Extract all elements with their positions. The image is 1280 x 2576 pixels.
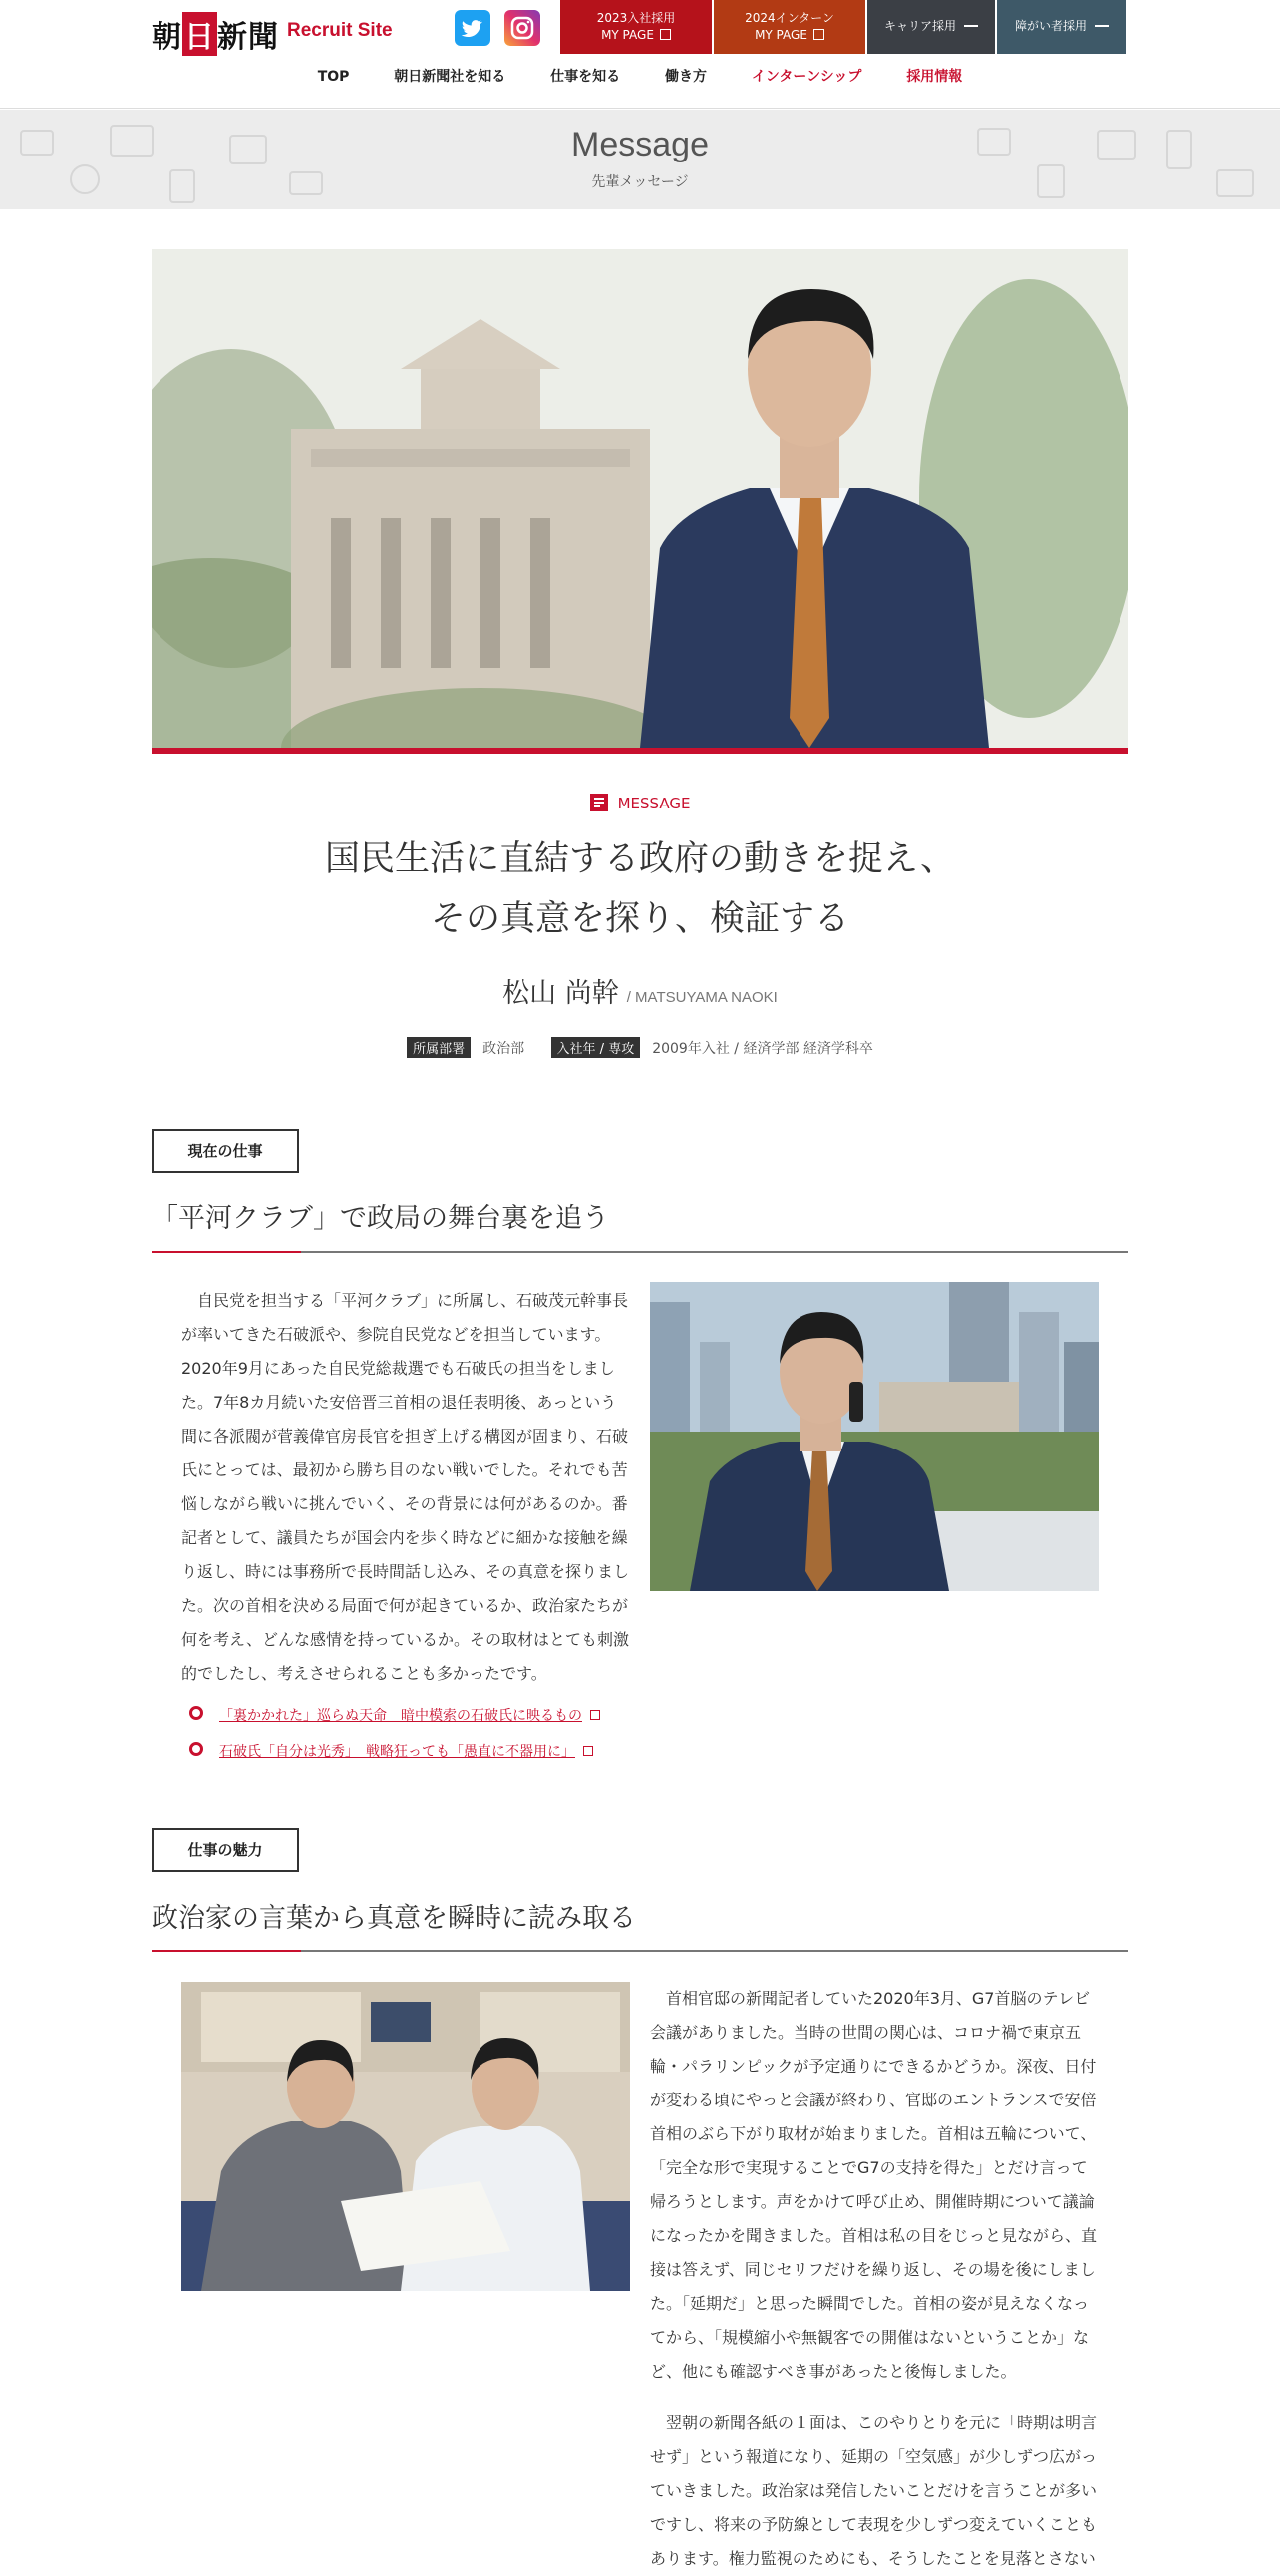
- section1-body: [181, 1284, 630, 1691]
- headline-line2: その真意を探り、検証する: [430, 899, 849, 939]
- section2-divider-accent: [152, 1950, 301, 1952]
- dash-icon: [1095, 25, 1109, 27]
- external-link-icon: [813, 29, 824, 40]
- external-link-icon: [590, 1710, 600, 1720]
- message-label: [0, 794, 1280, 812]
- page-banner: [0, 110, 1280, 209]
- hero-accent-bar: [152, 748, 1128, 754]
- section2-photo: [181, 1982, 630, 2291]
- section1-paragraph: 自民党を担当する「平河クラブ」に所属し、石破茂元幹事長が率いてきた石破派や、参院自民党などを担当しています。2020年9月にあった自民党総裁選でも石破氏の担当をしました。7年8カ月続いた安倍晋三首相の退任表明後、あっという間に各派閥が菅義偉官房長官を担ぎ上げる構図が固まり、石破氏にとっては、最初から勝ち目のない戦いでした。それでも苦悩しながら戦いに挑んでいく、その背景には何があるのか。番記者として、議員たちが国会内を歩く時などに細かな接触を繰り返し、時には事務所で長時間話し込み、その真意を探りました。次の首相を決める局面で何が起きているか、政治家たちが何を考え、どんな感情を持っているか。その取材はとても刺激的でしたし、考えさせられることも多かったです。: [181, 1291, 629, 1683]
- twitter-icon[interactable]: [455, 10, 490, 46]
- external-link-icon: [583, 1746, 593, 1756]
- section2-paragraph-1: 首相官邸の新聞記者していた2020年3月、G7首脳のテレビ会議がありました。当時の世間の関心は、コロナ禍で東京五輪・パラリンピックが予定通りにできるかどうか。深夜、日付が変わる頃にやっと会議が終わり、官邸のエントランスで安倍首相のぶら下がり取材が始まりました。首相は五輪について、「完全な形で実現することでG7の支持を得た」とだけ言って帰ろうとします。声をかけて呼び止め、開催時期について議論になったかを聞きました。首相は私の目をじっと見ながら、直接は答えず、同じセリフだけを繰り返し、その場を後にしました。「延期だ」と思った瞬間でした。首相の姿が見えなくなってから、「規模縮小や無観客での開催はないということか」など、他にも確認すべき事があったと後悔しました。: [650, 1989, 1098, 2381]
- instagram-icon[interactable]: [504, 10, 540, 46]
- year-value: 2009年入社 / 経済学部 経済学科卒: [652, 1041, 873, 1057]
- year-tag: 入社年 / 専攻: [551, 1037, 641, 1058]
- banner-subtitle: 先輩メッセージ: [591, 174, 689, 190]
- headline-line1: 国民生活に直結する政府の動きを捉え、: [324, 839, 956, 879]
- mypage-2024-line1: 2024インターン: [745, 11, 834, 25]
- recruit-site-label: Recruit Site: [287, 20, 393, 41]
- disability-recruit-label: 障がい者採用: [1014, 19, 1087, 33]
- section2-title: 政治家の言葉から真意を瞬時に読み取る: [152, 1903, 636, 1934]
- disability-recruit-button[interactable]: [997, 0, 1126, 54]
- section2-body-continued: [650, 2407, 1099, 2576]
- career-recruit-label: キャリア採用: [883, 19, 956, 33]
- nav-recruit-info[interactable]: 採用情報: [906, 69, 963, 85]
- nav-jobs[interactable]: 仕事を知る: [550, 69, 621, 85]
- message-label-text: MESSAGE: [617, 795, 691, 812]
- message-icon: [590, 794, 608, 811]
- person-meta: [0, 1037, 1280, 1058]
- person-name-line: [0, 971, 1280, 1010]
- mypage-2024-intern-button[interactable]: [714, 0, 865, 54]
- nav-internship[interactable]: インターンシップ: [751, 69, 862, 85]
- related-article-link-1-text: 「裏かかれた」巡らぬ天命 暗中模索の石破氏に映るもの: [219, 1708, 582, 1724]
- logo-text-rest: 新聞: [217, 20, 279, 55]
- nav-top[interactable]: TOP: [317, 69, 350, 85]
- section1-divider-accent: [152, 1251, 301, 1253]
- bullet-icon: [189, 1706, 203, 1720]
- article-headline: [0, 829, 1280, 949]
- mypage-2023-line1: 2023入社採用: [596, 11, 676, 25]
- nav-workstyle[interactable]: 働き方: [665, 69, 708, 85]
- site-logo[interactable]: [152, 12, 279, 56]
- related-article-link-2[interactable]: [189, 1741, 593, 1761]
- dept-tag: 所属部署: [407, 1037, 471, 1058]
- dash-icon: [964, 25, 978, 27]
- person-romaji: / MATSUYAMA NAOKI: [626, 989, 778, 1006]
- mypage-2024-line2: MY PAGE: [755, 28, 807, 42]
- banner-title: Message: [571, 126, 709, 163]
- section1-label: 現在の仕事: [152, 1129, 299, 1173]
- site-header: [0, 0, 1280, 109]
- main-nav: [0, 66, 1280, 96]
- person-name: 松山 尚幹: [502, 978, 619, 1009]
- section2-label: 仕事の魅力: [152, 1828, 299, 1872]
- section2-paragraph-2: 翌朝の新聞各紙の１面は、このやりとりを元に「時期は明言せず」という報道になり、延期の「空気感」が少しずつ広がっていきました。政治家は発信したいことだけを言うことが多いですし、将来の予防線として表現を少しずつ変えていくこともあります。権力監視のためにも、そうしたことを見落とさない: [650, 2414, 1098, 2568]
- bullet-icon: [189, 1742, 203, 1756]
- logo-text: 朝: [152, 20, 182, 55]
- section1-photo: [650, 1282, 1099, 1591]
- section1-title: 「平河クラブ」で政局の舞台裏を追う: [152, 1203, 609, 1234]
- related-article-link-2-text: 石破氏「自分は光秀」 戦略狂っても「愚直に不器用に」: [219, 1744, 575, 1760]
- career-recruit-button[interactable]: [867, 0, 995, 54]
- nav-about[interactable]: 朝日新聞社を知る: [394, 69, 506, 85]
- section2-body: [650, 1982, 1099, 2389]
- related-article-link-1[interactable]: [189, 1705, 600, 1725]
- logo-sun: 日: [182, 12, 217, 56]
- external-link-icon: [660, 29, 671, 40]
- mypage-2023-button[interactable]: [560, 0, 712, 54]
- hero-photo: [152, 249, 1128, 748]
- dept-value: 政治部: [482, 1041, 525, 1057]
- mypage-2023-line2: MY PAGE: [601, 28, 654, 42]
